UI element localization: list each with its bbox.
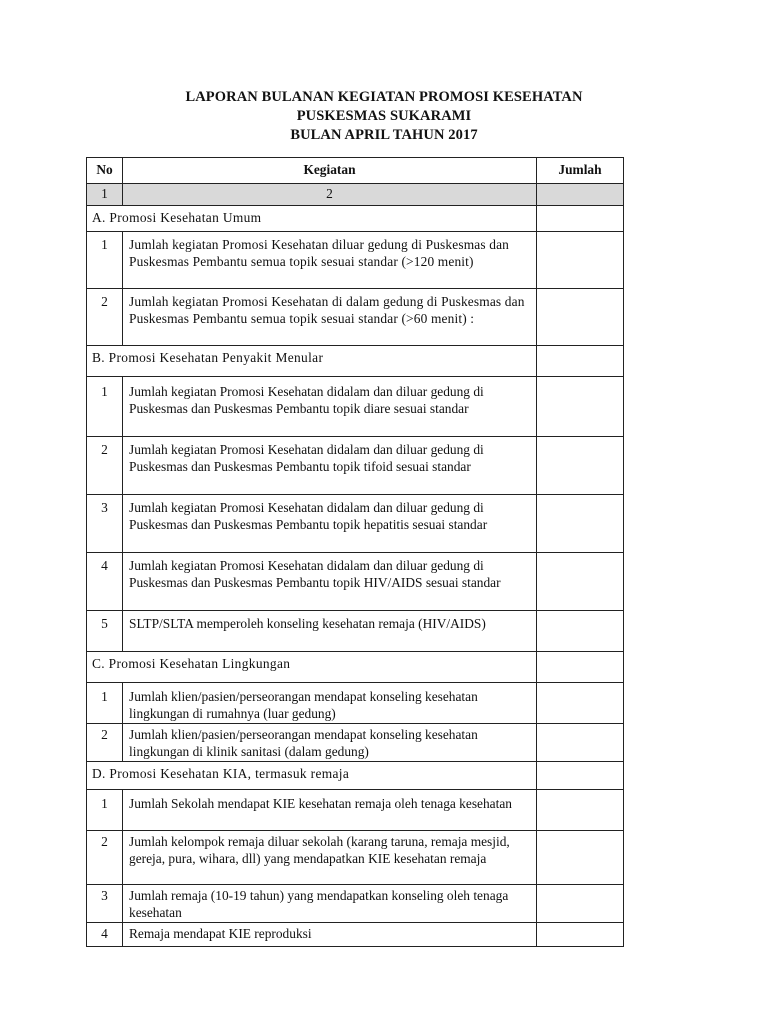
report-title-line-1: LAPORAN BULANAN KEGIATAN PROMOSI KESEHATAN (185, 89, 583, 105)
table-row (87, 289, 624, 346)
row-kegiatan: SLTP/SLTA memperoleh konseling kesehatan remaja (HIV/AIDS) (123, 611, 537, 652)
table-row (87, 885, 624, 923)
row-number: 1 (87, 790, 123, 831)
report-title-line-3: BULAN APRIL TAHUN 2017 (290, 127, 478, 143)
row-kegiatan: Jumlah kegiatan Promosi Kesehatan didalam dan diluar gedung di Puskesmas dan Puskesmas Pembantu topik HIV/AIDS sesuai standar (123, 553, 537, 611)
jumlah-cell[interactable] (537, 724, 624, 762)
jumlah-cell[interactable] (537, 206, 624, 232)
report-title (0, 88, 768, 145)
column-numbering-row (87, 184, 624, 206)
row-kegiatan: Remaja mendapat KIE reproduksi (123, 923, 537, 947)
row-kegiatan: Jumlah kegiatan Promosi Kesehatan di dalam gedung di Puskesmas dan Puskesmas Pembantu semua topik sesuai standar (>60 menit) : (123, 289, 537, 346)
table-row (87, 831, 624, 885)
table-row (87, 611, 624, 652)
row-number: 4 (87, 923, 123, 947)
header-jumlah: Jumlah (537, 158, 624, 184)
row-kegiatan: Jumlah kegiatan Promosi Kesehatan diluar gedung di Puskesmas dan Puskesmas Pembantu semua topik sesuai standar (>120 menit) (123, 232, 537, 289)
jumlah-cell[interactable] (537, 377, 624, 437)
table-row (87, 724, 624, 762)
jumlah-cell[interactable] (537, 611, 624, 652)
row-number: 1 (87, 683, 123, 724)
report-title-line-2: PUSKESMAS SUKARAMI (296, 108, 472, 124)
jumlah-cell[interactable] (537, 346, 624, 377)
row-number: 1 (87, 377, 123, 437)
row-number: 2 (87, 289, 123, 346)
row-number: 3 (87, 885, 123, 923)
jumlah-cell[interactable] (537, 289, 624, 346)
section-title-d: D. Promosi Kesehatan KIA, termasuk remaja (87, 762, 537, 790)
jumlah-cell[interactable] (537, 885, 624, 923)
table-row (87, 790, 624, 831)
table-row (87, 437, 624, 495)
numbering-col-2: 2 (123, 184, 537, 206)
row-number: 2 (87, 831, 123, 885)
row-number: 4 (87, 553, 123, 611)
jumlah-cell[interactable] (537, 553, 624, 611)
jumlah-cell[interactable] (537, 495, 624, 553)
section-row-b (87, 346, 624, 377)
row-number: 2 (87, 724, 123, 762)
numbering-col-1: 1 (87, 184, 123, 206)
row-kegiatan: Jumlah kegiatan Promosi Kesehatan didalam dan diluar gedung di Puskesmas dan Puskesmas Pembantu topik hepatitis sesuai standar (123, 495, 537, 553)
jumlah-cell[interactable] (537, 683, 624, 724)
jumlah-cell[interactable] (537, 790, 624, 831)
header-no: No (87, 158, 123, 184)
jumlah-cell[interactable] (537, 652, 624, 683)
report-table (86, 157, 624, 947)
jumlah-cell[interactable] (537, 232, 624, 289)
table-row (87, 377, 624, 437)
table-row (87, 232, 624, 289)
row-number: 5 (87, 611, 123, 652)
section-title-c: C. Promosi Kesehatan Lingkungan (87, 652, 537, 683)
table-row (87, 683, 624, 724)
row-kegiatan: Jumlah Sekolah mendapat KIE kesehatan remaja oleh tenaga kesehatan (123, 790, 537, 831)
jumlah-cell[interactable] (537, 831, 624, 885)
row-kegiatan: Jumlah kegiatan Promosi Kesehatan didalam dan diluar gedung di Puskesmas dan Puskesmas Pembantu topik diare sesuai standar (123, 377, 537, 437)
row-kegiatan: Jumlah klien/pasien/perseorangan mendapat konseling kesehatan lingkungan di rumahnya (luar gedung) (123, 683, 537, 724)
table-row (87, 923, 624, 947)
row-kegiatan: Jumlah klien/pasien/perseorangan mendapat konseling kesehatan lingkungan di klinik sanitasi (dalam gedung) (123, 724, 537, 762)
table-row (87, 495, 624, 553)
table-row (87, 553, 624, 611)
jumlah-cell[interactable] (537, 923, 624, 947)
section-row-d (87, 762, 624, 790)
section-title-b: B. Promosi Kesehatan Penyakit Menular (87, 346, 537, 377)
numbering-col-3 (537, 184, 624, 206)
row-number: 1 (87, 232, 123, 289)
row-number: 2 (87, 437, 123, 495)
row-number: 3 (87, 495, 123, 553)
jumlah-cell[interactable] (537, 762, 624, 790)
header-row (87, 158, 624, 184)
row-kegiatan: Jumlah remaja (10-19 tahun) yang mendapatkan konseling oleh tenaga kesehatan (123, 885, 537, 923)
header-kegiatan: Kegiatan (123, 158, 537, 184)
section-row-c (87, 652, 624, 683)
row-kegiatan: Jumlah kegiatan Promosi Kesehatan didalam dan diluar gedung di Puskesmas dan Puskesmas Pembantu topik tifoid sesuai standar (123, 437, 537, 495)
row-kegiatan: Jumlah kelompok remaja diluar sekolah (karang taruna, remaja mesjid, gereja, pura, wihara, dll) yang mendapatkan KIE kesehatan remaja (123, 831, 537, 885)
section-title-a: A. Promosi Kesehatan Umum (87, 206, 537, 232)
jumlah-cell[interactable] (537, 437, 624, 495)
section-row-a (87, 206, 624, 232)
